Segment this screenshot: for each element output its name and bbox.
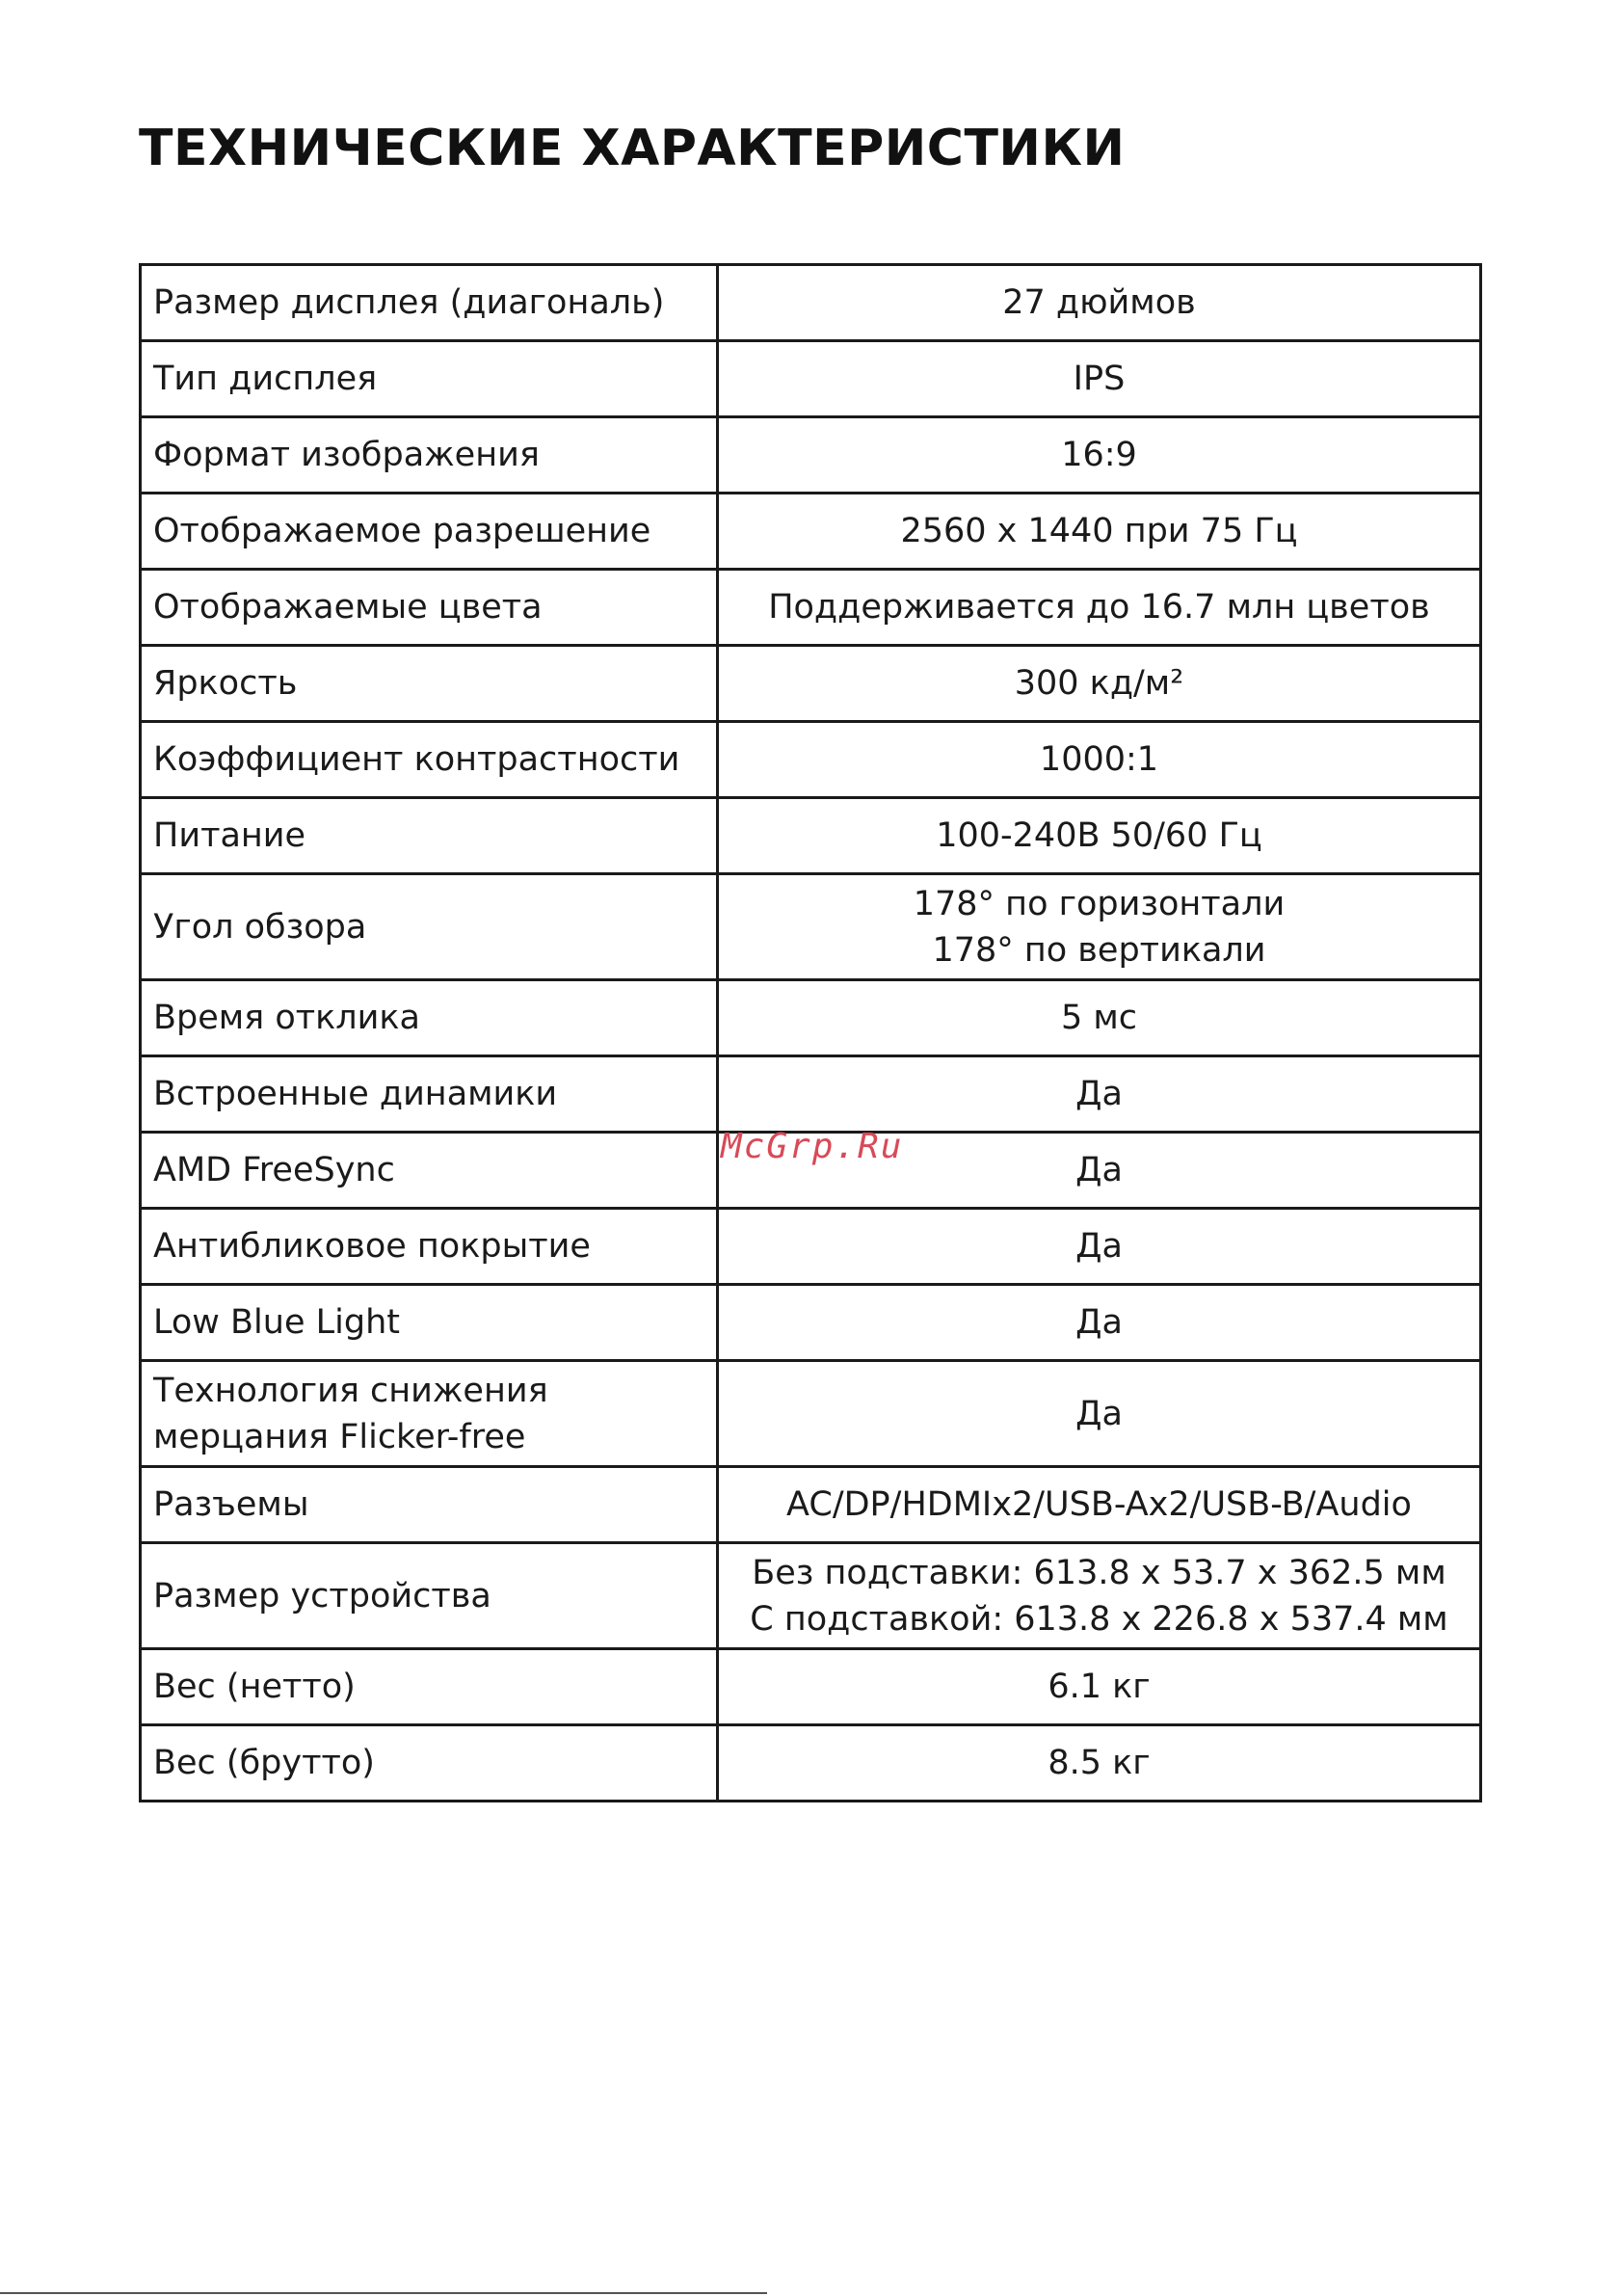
spec-value: 27 дюймов: [718, 265, 1481, 341]
spec-label: Питание: [141, 798, 718, 874]
spec-label: Встроенные динамики: [141, 1056, 718, 1133]
spec-label: Low Blue Light: [141, 1285, 718, 1361]
watermark: McGrp.Ru: [721, 1127, 904, 1166]
spec-value: 5 мс: [718, 980, 1481, 1056]
spec-label: [141, 1361, 718, 1467]
table-row: [141, 646, 1481, 722]
spec-value-line: С подставкой: 613.8 x 226.8 x 537.4 мм: [750, 1599, 1448, 1639]
page-title: ТЕХНИЧЕСКИЕ ХАРАКТЕРИСТИКИ: [139, 120, 1126, 177]
table-row: [141, 798, 1481, 874]
table-row: [141, 570, 1481, 646]
table-row: [141, 980, 1481, 1056]
table-row: [141, 1725, 1481, 1802]
spec-value: Да: [718, 1361, 1481, 1467]
spec-label: Коэффициент контрастности: [141, 722, 718, 798]
spec-label: Вес (нетто): [141, 1649, 718, 1725]
table-row: [141, 1467, 1481, 1543]
spec-value: 16:9: [718, 417, 1481, 494]
spec-label: Отображаемое разрешение: [141, 494, 718, 570]
spec-value-line: 178° по вертикали: [932, 930, 1266, 970]
spec-value: IPS: [718, 341, 1481, 417]
spec-label: Формат изображения: [141, 417, 718, 494]
spec-label: Размер дисплея (диагональ): [141, 265, 718, 341]
spec-value: Да: [718, 1056, 1481, 1133]
spec-value: Да: [718, 1209, 1481, 1285]
table-row: [141, 1209, 1481, 1285]
table-row: [141, 874, 1481, 980]
spec-value-line: 178° по горизонтали: [913, 884, 1286, 923]
spec-value: 2560 x 1440 при 75 Гц: [718, 494, 1481, 570]
spec-label: Тип дисплея: [141, 341, 718, 417]
spec-value: Поддерживается до 16.7 млн цветов: [718, 570, 1481, 646]
spec-value-line: Без подставки: 613.8 x 53.7 x 362.5 мм: [752, 1553, 1446, 1592]
spec-value: 8.5 кг: [718, 1725, 1481, 1802]
spec-value: 100-240В 50/60 Гц: [718, 798, 1481, 874]
spec-label: Антибликовое покрытие: [141, 1209, 718, 1285]
table-row: [141, 1361, 1481, 1467]
table-row: [141, 722, 1481, 798]
table-row: [141, 494, 1481, 570]
spec-label: Яркость: [141, 646, 718, 722]
table-row: [141, 1543, 1481, 1649]
spec-value: AC/DP/HDMIx2/USB-Ax2/USB-B/Audio: [718, 1467, 1481, 1543]
spec-table: [139, 263, 1482, 1802]
spec-value: [718, 1543, 1481, 1649]
spec-label: Отображаемые цвета: [141, 570, 718, 646]
spec-label: Разъемы: [141, 1467, 718, 1543]
table-row: [141, 341, 1481, 417]
table-row: [141, 1649, 1481, 1725]
spec-label: Время отклика: [141, 980, 718, 1056]
spec-label: AMD FreeSync: [141, 1133, 718, 1209]
table-row: [141, 1056, 1481, 1133]
spec-label: Размер устройства: [141, 1543, 718, 1649]
spec-value: Да: [718, 1133, 1481, 1209]
spec-value: 1000:1: [718, 722, 1481, 798]
spec-value: Да: [718, 1285, 1481, 1361]
spec-value: 6.1 кг: [718, 1649, 1481, 1725]
table-row: [141, 265, 1481, 341]
spec-label-line: Технология снижения: [153, 1371, 548, 1410]
spec-value: [718, 874, 1481, 980]
footer-divider: [0, 2292, 767, 2294]
spec-label: Вес (брутто): [141, 1725, 718, 1802]
spec-label: Угол обзора: [141, 874, 718, 980]
table-row: [141, 417, 1481, 494]
table-row: [141, 1285, 1481, 1361]
spec-value: 300 кд/м²: [718, 646, 1481, 722]
spec-label-line: мерцания Flicker-free: [153, 1417, 526, 1456]
